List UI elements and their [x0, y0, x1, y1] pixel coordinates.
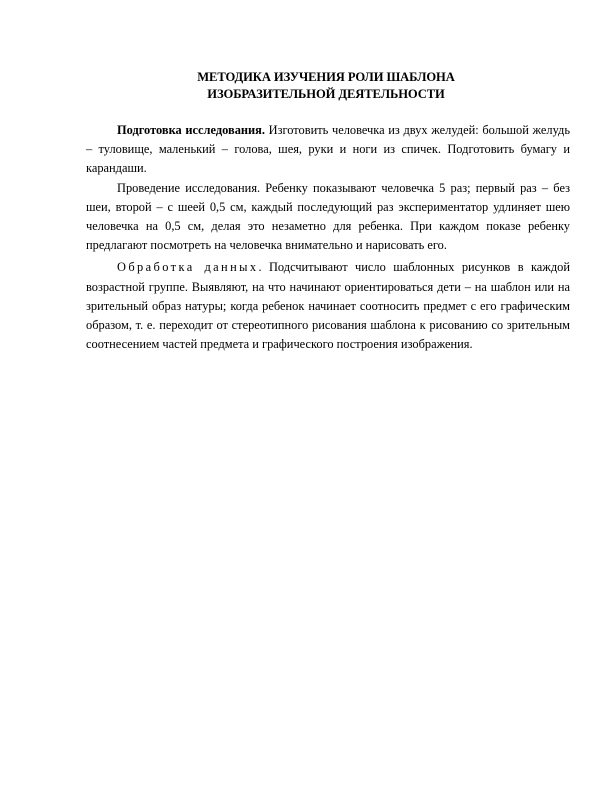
title-line-1: МЕТОДИКА ИЗУЧЕНИЯ РОЛИ ШАБЛОНА [197, 70, 455, 84]
page-title [60, 69, 592, 103]
title-line-2: ИЗОБРАЗИТЕЛЬНОЙ ДЕЯТЕЛЬНОСТИ [207, 87, 445, 101]
paragraph-text: Изготовить человечка из двух желудей: большой желудь – туловище, маленький – голова, шея, руки и ноги из спичек. Подготовить бумагу и карандаши. [86, 123, 570, 176]
paragraph-processing [86, 258, 570, 354]
paragraph-text: . Подсчитывают число шаблонных рисунков в каждой возрастной группе. Выявляют, на что начинают ориентироваться дети – на шаблон или на зрительный образ натуры; когда ребенок начинает соотносить предмет с его графическим образом, т. е. переходит от стереотипного рисования шаблона к рисованию со зрительным соотнесением частей предмета и графического построения изображения. [86, 260, 570, 352]
paragraph-lead: Подготовка исследования. [117, 123, 265, 137]
paragraph-lead: Обработка данных [117, 260, 259, 275]
paragraph-preparation [86, 121, 570, 179]
paragraph-procedure [86, 179, 570, 256]
document-body [86, 121, 570, 354]
paragraph-text: Проведение исследования. Ребенку показывают человечка 5 раз; первый раз – без шеи, второй – с шеей 0,5 см, каждый последующий раз экспериментатор удлиняет шею человечка на 0,5 см, делая это незаметно для ребенка. При каждом показе ребенку предлагают посмотреть на человечка внимательно и нарисовать его. [86, 180, 570, 253]
